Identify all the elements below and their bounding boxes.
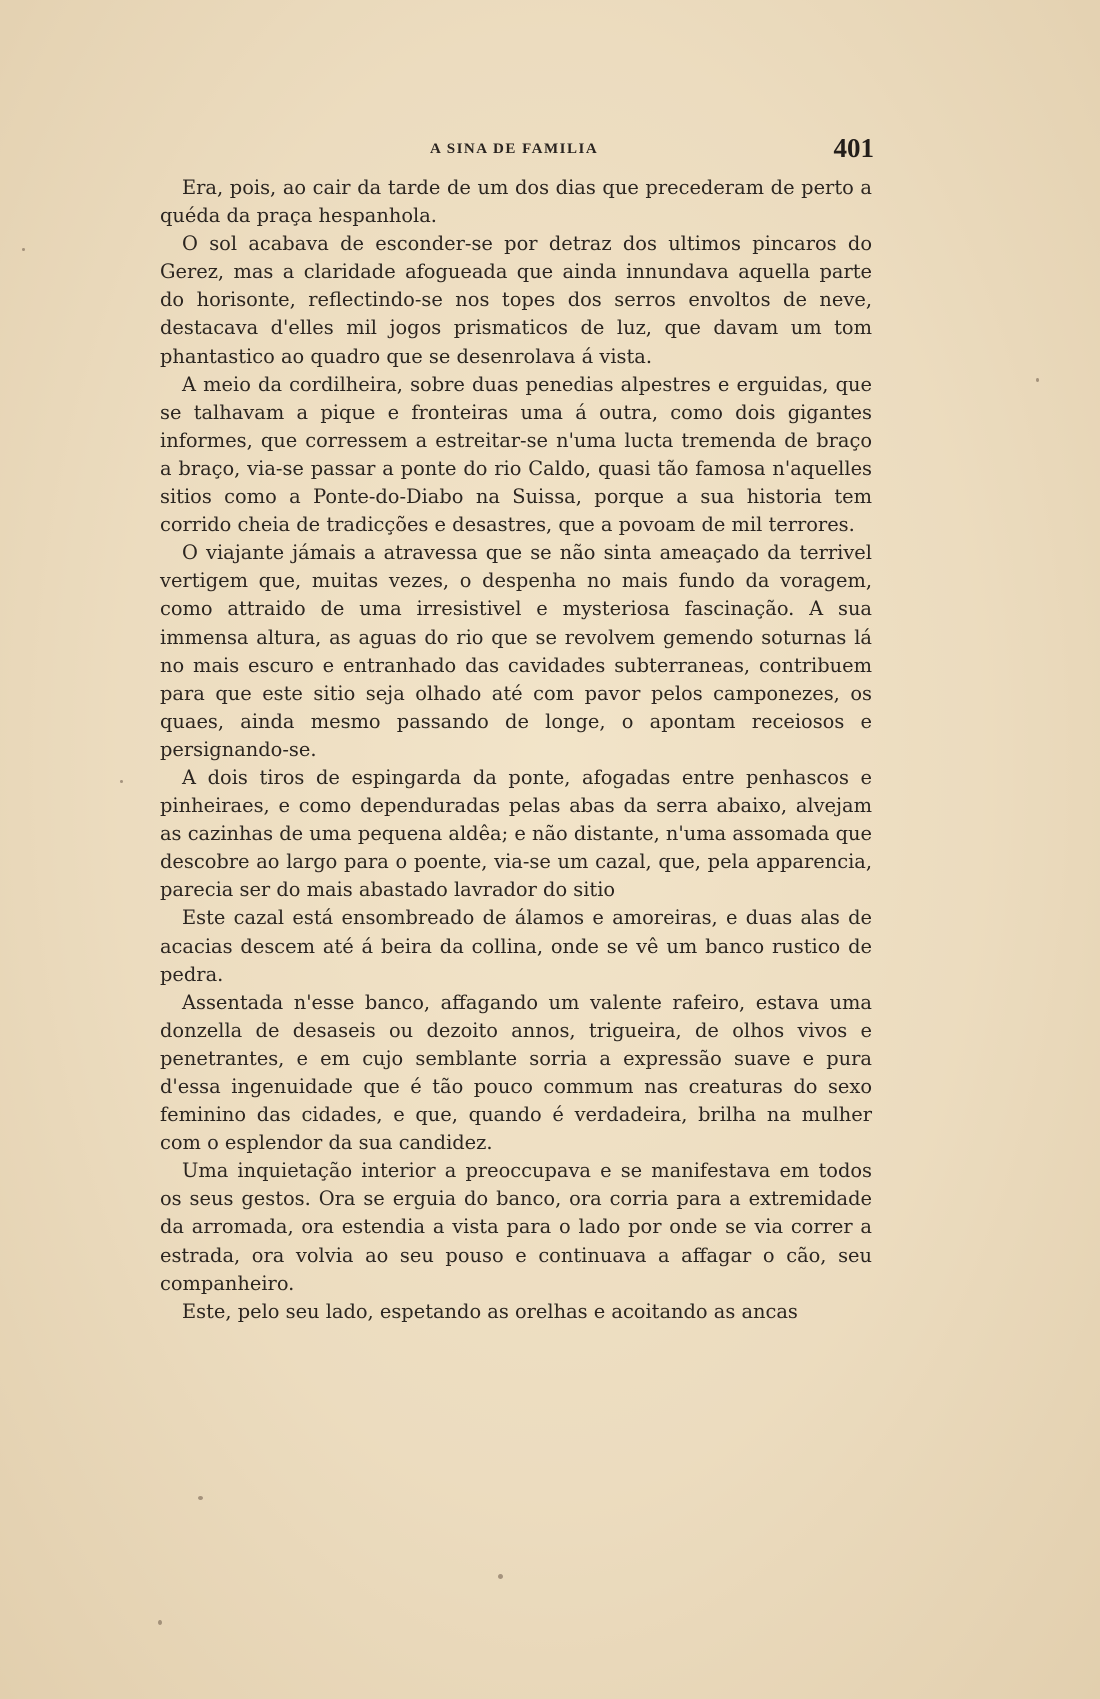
paper-speck bbox=[158, 1620, 162, 1625]
paper-speck bbox=[1036, 378, 1039, 382]
paragraph: O viajante jámais a atravessa que se não sinta ameaçado da terrivel vertigem que, muitas vezes, o despenha no mais fundo da voragem, como attraido de uma irresistivel e mysteriosa fascinação. A sua immensa altura, as aguas do rio que se revolvem gemendo soturnas lá no mais escuro e entranhado das cavidades subterraneas, contribuem para que este sitio seja olhado até com pavor pelos camponezes, os quaes, ainda mesmo passando de longe, o apontam receiosos e persignando-se. bbox=[160, 541, 872, 761]
paragraph: Este cazal está ensombreado de álamos e amoreiras, e duas alas de acacias descem até á beira da collina, onde se vê um banco rustico de pedra. bbox=[160, 906, 872, 986]
paragraph: A meio da cordilheira, sobre duas penedias alpestres e erguidas, que se talhavam a pique e fronteiras uma á outra, como dois gigantes informes, que corressem a estreitar-se n'uma lucta tremenda de braço a braço, via-se passar a ponte do rio Caldo, quasi tão famosa n'aquelles sitios como a Ponte-do-Diabo na Suissa, porque a sua historia tem corrido cheia de tradicções e desastres, que a povoam de mil terrores. bbox=[160, 372, 872, 537]
running-title: A SINA DE FAMILIA bbox=[430, 141, 599, 157]
paragraph: A dois tiros de espingarda da ponte, afogadas entre penhascos e pinheiraes, e como dependuradas pelas abas da serra abaixo, alvejam as cazinhas de uma pequena aldêa; e não distante, n'uma assomada que descobre ao largo para o poente, via-se um cazal, que, pela apparencia, parecia ser do mais abastado lavrador do sitio bbox=[160, 765, 872, 902]
paragraph: Era, pois, ao cair da tarde de um dos dias que precederam de perto a quéda da praça hespanhola. bbox=[160, 176, 872, 228]
paper-speck bbox=[22, 248, 25, 251]
running-head bbox=[160, 135, 880, 175]
paragraph: Assentada n'esse banco, affagando um valente rafeiro, estava uma donzella de desaseis ou dezoito annos, trigueira, de olhos vivos e penetrantes, e em cujo semblante sorria a expressão suave e pura d'essa ingenuidade que é tão pouco commum nas creaturas do sexo feminino das cidades, e que, quando é verdadeira, brilha na mulher com o esplendor da sua candidez. bbox=[160, 990, 872, 1155]
paper-speck bbox=[120, 780, 123, 783]
paper-speck bbox=[498, 1574, 503, 1579]
body-text bbox=[160, 174, 872, 1326]
paragraph: Este, pelo seu lado, espetando as orelhas e acoitando as ancas bbox=[182, 1299, 798, 1323]
page-number: 401 bbox=[833, 133, 874, 163]
paragraph: O sol acabava de esconder-se por detraz dos ultimos pincaros do Gerez, mas a claridade afogueada que ainda innundava aquella parte do horisonte, reflectindo-se nos topes dos serros envoltos de neve, destacava d'elles mil jogos prismaticos de luz, que davam um tom phantastico ao quadro que se desenrolava á vista. bbox=[160, 232, 872, 368]
paragraph: Uma inquietação interior a preoccupava e se manifestava em todos os seus gestos. Ora se erguia do banco, ora corria para a extremidade da arromada, ora estendia a vista para o lado por onde se via correr a estrada, ora volvia ao seu pouso e continuava a affagar o cão, seu companheiro. bbox=[160, 1159, 872, 1295]
paper-speck bbox=[198, 1496, 203, 1500]
